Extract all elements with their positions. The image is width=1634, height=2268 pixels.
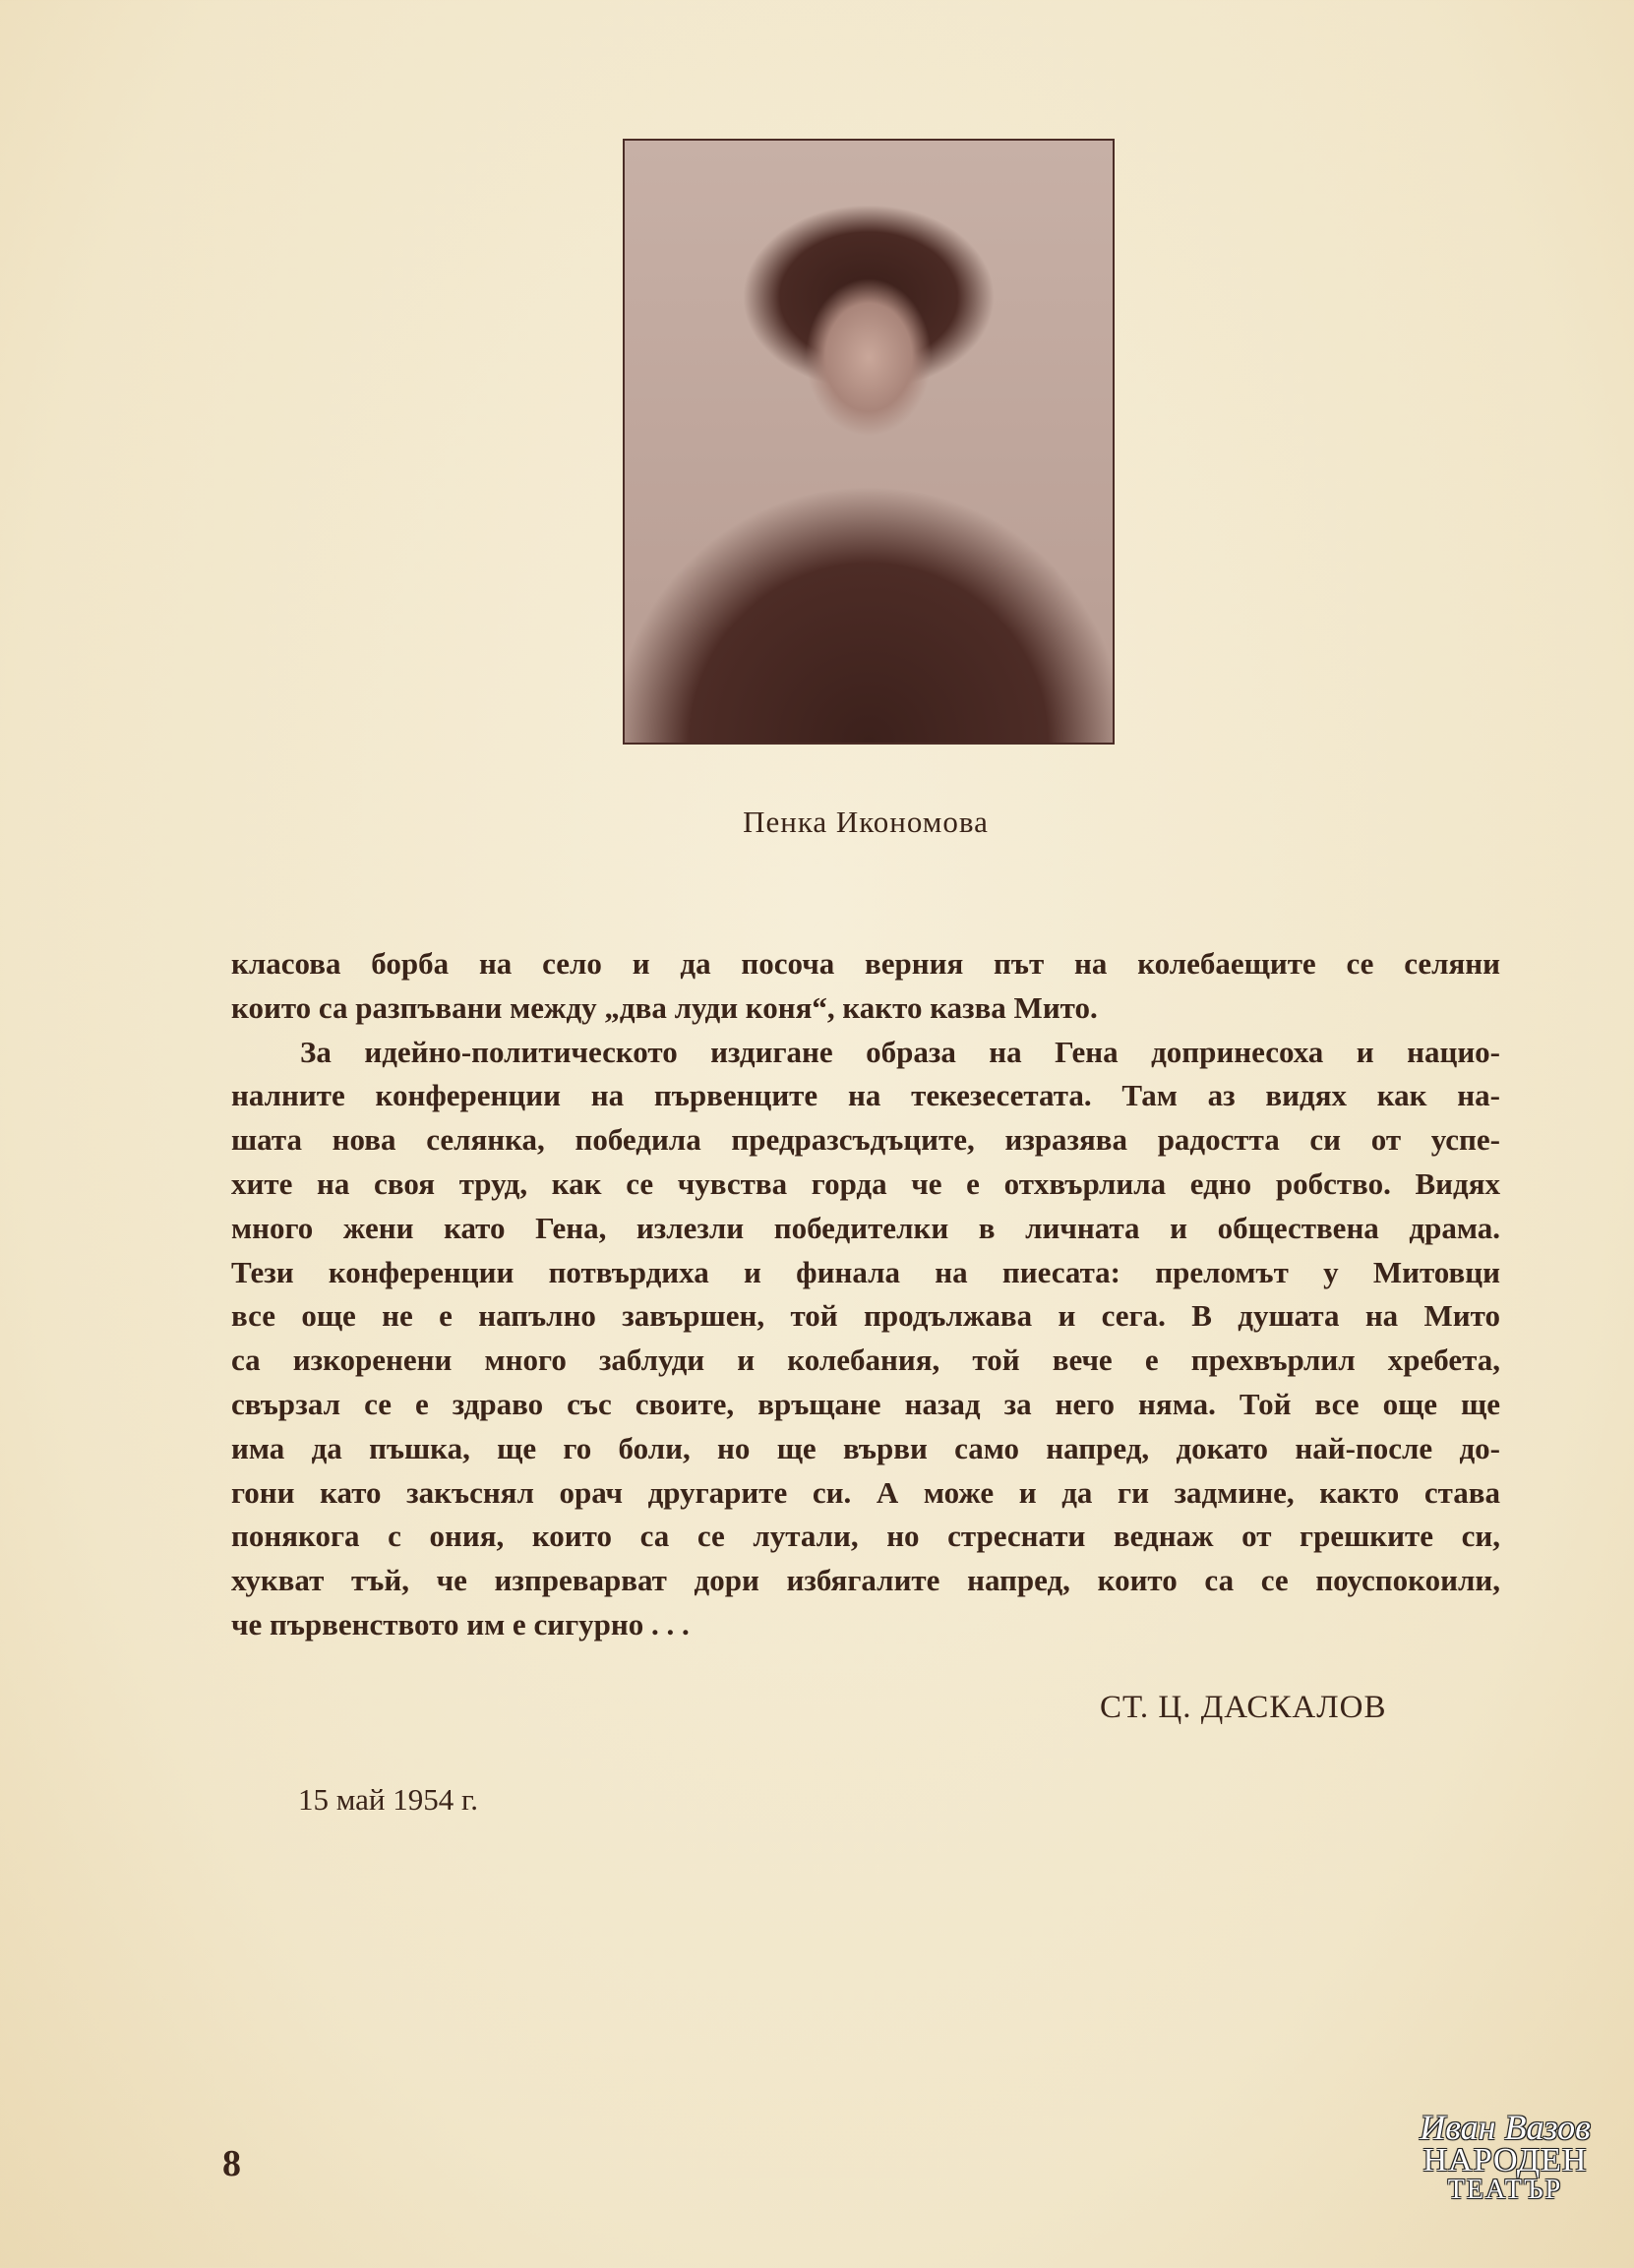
text-line: понякога с ония, които са се лутали, но стреснати веднаж от грешките си, <box>231 1519 1500 1554</box>
logo-line2: ТЕАТЪР <box>1447 2175 1563 2205</box>
photo-caption: Пенка Икономова <box>743 805 989 839</box>
page-number: 8 <box>222 2143 241 2184</box>
text-line: че първенството им е сигурно . . . <box>231 1606 690 1641</box>
text-line: шата нова селянка, победила предразсъдъците, изразява радостта си от успе- <box>231 1122 1500 1158</box>
text-line: Тези конференции потвърдиха и финала на пиесата: преломът у Митовци <box>231 1254 1500 1289</box>
text-line: хите на своя труд, как се чувства горда че е отхвърлила едно робство. Видях <box>231 1165 1500 1201</box>
text-line: класова борба на село и да посоча верния път на колебаещите се селяни <box>231 946 1500 981</box>
logo-line1: НАРОДЕН <box>1422 2142 1588 2178</box>
text-line: много жени като Гена, излезли победителки в личната и обществена драма. <box>231 1210 1500 1245</box>
article-body <box>231 942 1500 1647</box>
text-line: гони като закъснял орач другарите си. А може и да ги задмине, както става <box>231 1474 1500 1510</box>
text-line: все още не е напълно завършен, той продължава и сега. В душата на Мито <box>231 1298 1500 1334</box>
text-line: свързал се е здраво със своите, връщане назад за него няма. Той все още ще <box>231 1386 1500 1421</box>
portrait-photo <box>623 139 1115 745</box>
text-line: са изкоренени много заблуди и колебания, той вече е прехвърлил хребета, <box>231 1343 1500 1378</box>
logo-script: Иван Вазов <box>1420 2108 1591 2147</box>
theatre-logo <box>1417 2110 1594 2204</box>
date: 15 май 1954 г. <box>298 1782 478 1817</box>
text-line: които са разпъвани между „два луди коня“, както казва Мито. <box>231 989 1098 1025</box>
text-line: има да пъшка, ще го боли, но ще върви само напред, докато най-после до- <box>231 1430 1500 1465</box>
text-line: налните конференции на първенците на текезесетата. Там аз видях как на- <box>231 1078 1500 1113</box>
text-line: За идейно-политическото издигане образа на Гена допринесоха и нацио- <box>300 1034 1500 1069</box>
author-signature: СТ. Ц. ДАСКАЛОВ <box>1100 1690 1387 1725</box>
text-line: хукват тъй, че изпреварват дори избягалите напред, които са се поуспокоили, <box>231 1563 1500 1598</box>
